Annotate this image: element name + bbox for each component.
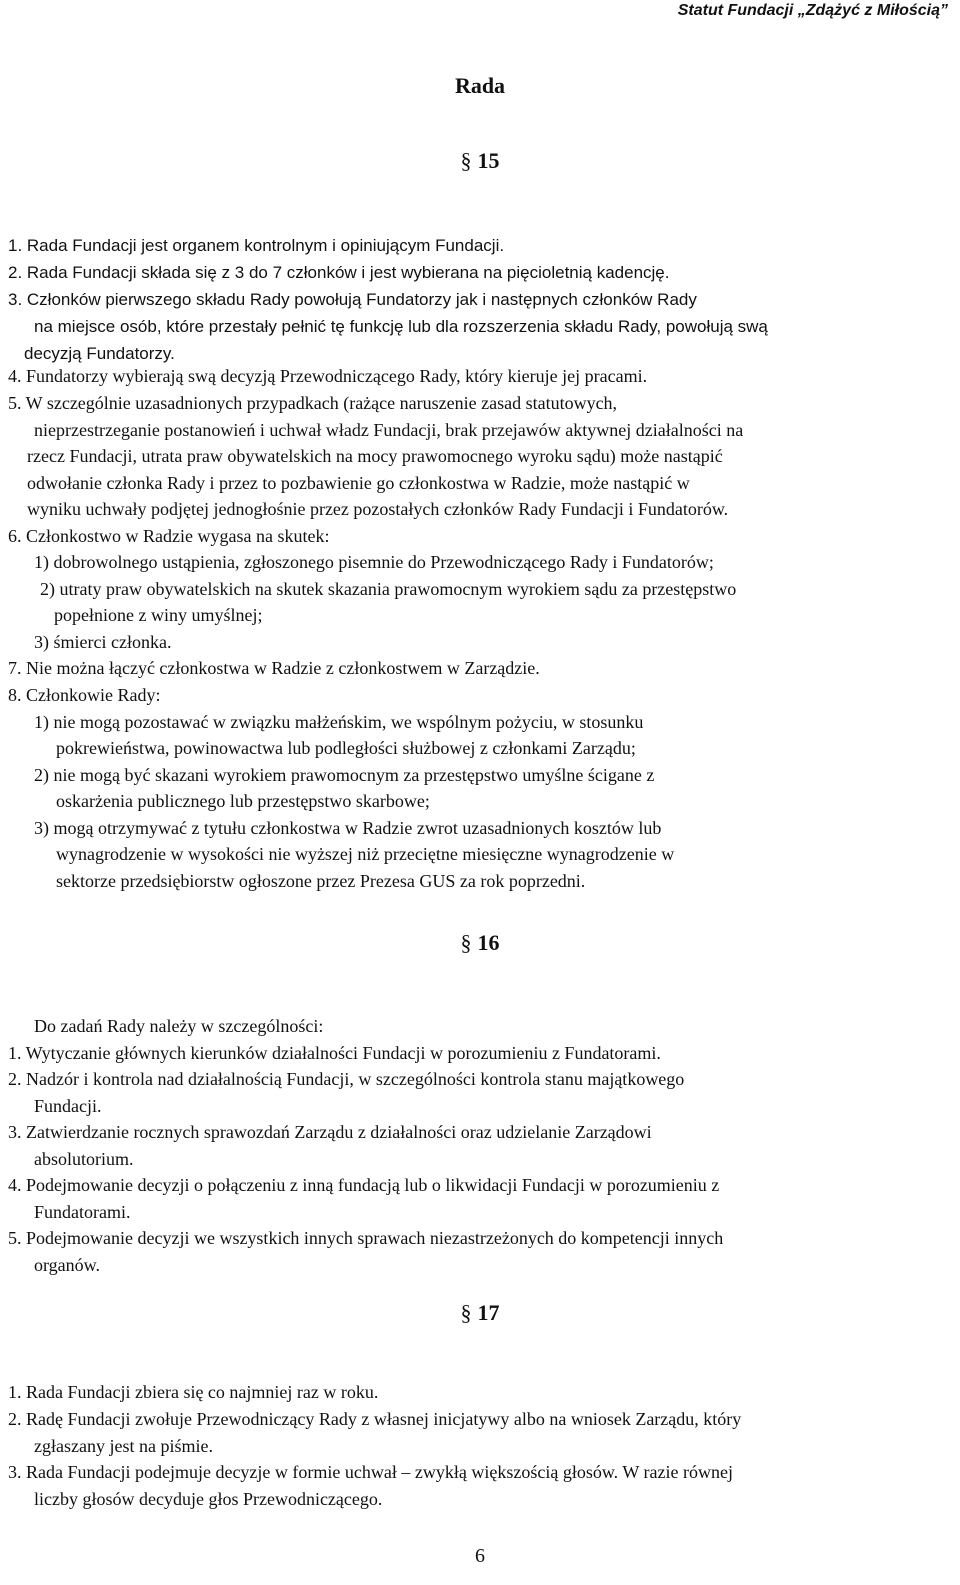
p15-line: 1. Rada Fundacji jest organem kontrolnym i opiniującym Fundacji. <box>8 236 505 255</box>
p15-line: 5. W szczególnie uzasadnionych przypadkach (rażące naruszenie zasad statutowych, <box>8 393 618 413</box>
p16-line: Fundatorami. <box>34 1202 131 1222</box>
p15-line: 3. Członków pierwszego składu Rady powołują Fundatorzy jak i następnych członków Rady <box>8 290 697 309</box>
paragraph-17-heading <box>0 1300 960 1326</box>
p15-line: wynagrodzenie w wysokości nie wyższej niż przeciętne miesięczne wynagrodzenie w <box>56 844 675 864</box>
p15-line: sektorze przedsiębiorstw ogłoszone przez Prezesa GUS za rok poprzedni. <box>56 871 586 891</box>
p17-line: 1. Rada Fundacji zbiera się co najmniej raz w roku. <box>8 1382 379 1402</box>
paragraph-number: 16 <box>477 930 500 955</box>
p17-line: liczby głosów decyduje głos Przewodniczącego. <box>34 1489 383 1509</box>
p15-line: decyzją Fundatorzy. <box>24 344 175 363</box>
p15-line: 3) mogą otrzymywać z tytułu członkostwa w Radzie zwrot uzasadnionych kosztów lub <box>34 818 662 838</box>
p16-line: absolutorium. <box>34 1149 134 1169</box>
p16-line: 1. Wytyczanie głównych kierunków działalności Fundacji w porozumieniu z Fundatorami. <box>8 1043 661 1063</box>
p15-line: popełnione z winy umyślnej; <box>54 605 263 625</box>
paragraph-number: 15 <box>477 148 500 173</box>
section-symbol: § <box>460 930 472 955</box>
paragraph-number: 17 <box>477 1300 500 1325</box>
paragraph-16-heading <box>0 930 960 956</box>
p15-line: wyniku uchwały podjętej jednogłośnie przez pozostałych członków Rady Fundacji i Fundatorów. <box>27 499 729 519</box>
p15-line: 2) nie mogą być skazani wyrokiem prawomocnym za przestępstwo umyślne ścigane z <box>34 765 655 785</box>
p17-line: zgłaszany jest na piśmie. <box>34 1436 213 1456</box>
p17-line: 2. Radę Fundacji zwołuje Przewodniczący Rady z własnej inicjatywy albo na wniosek Zarządu, który <box>8 1409 742 1429</box>
p15-line: pokrewieństwa, powinowactwa lub podległości służbowej z członkami Zarządu; <box>56 738 636 758</box>
p16-line: organów. <box>34 1255 100 1275</box>
p16-line: 5. Podejmowanie decyzji we wszystkich innych sprawach niezastrzeżonych do kompetencji innych <box>8 1228 724 1248</box>
p15-line: 2) utraty praw obywatelskich na skutek skazania prawomocnym wyrokiem sądu za przestępstwo <box>40 579 737 599</box>
p15-line: na miejsce osób, które przestały pełnić tę funkcję lub dla rozszerzenia składu Rady, powołują swą <box>34 317 768 336</box>
p15-line: 2. Rada Fundacji składa się z 3 do 7 członków i jest wybierana na pięcioletnią kadencję. <box>8 263 670 282</box>
running-header: Statut Fundacji „Zdążyć z Miłością” <box>677 2 948 19</box>
section-title: Rada <box>454 73 506 98</box>
p15-line: rzecz Fundacji, utrata praw obywatelskich na mocy prawomocnego wyroku sądu) może nastąpić <box>27 446 723 466</box>
p15-line: 4. Fundatorzy wybierają swą decyzją Przewodniczącego Rady, który kieruje jej pracami. <box>8 366 648 386</box>
paragraph-15-heading <box>0 148 960 174</box>
section-symbol: § <box>460 148 472 173</box>
p15-line: nieprzestrzeganie postanowień i uchwał władz Fundacji, brak przejawów aktywnej działalności na <box>34 420 744 440</box>
p15-line: 6. Członkostwo w Radzie wygasa na skutek: <box>8 526 330 546</box>
p16-line: 3. Zatwierdzanie rocznych sprawozdań Zarządu z działalności oraz udzielanie Zarządowi <box>8 1122 652 1142</box>
section-symbol: § <box>460 1300 472 1325</box>
p17-line: 3. Rada Fundacji podejmuje decyzje w formie uchwał – zwykłą większością głosów. W razie równej <box>8 1462 733 1482</box>
p15-line: oskarżenia publicznego lub przestępstwo skarbowe; <box>56 791 430 811</box>
p15-line: 7. Nie można łączyć członkostwa w Radzie z członkostwem w Zarządzie. <box>8 658 540 678</box>
p15-line: 3) śmierci członka. <box>34 632 172 652</box>
p15-line: 8. Członkowie Rady: <box>8 685 161 705</box>
p16-line: 2. Nadzór i kontrola nad działalnością Fundacji, w szczególności kontrola stanu majątkowego <box>8 1069 685 1089</box>
p15-line: 1) nie mogą pozostawać w związku małżeńskim, we wspólnym pożyciu, w stosunku <box>34 712 644 732</box>
p15-line: odwołanie członka Rady i przez to pozbawienie go członkostwa w Radzie, może nastąpić w <box>27 473 690 493</box>
p15-line: 1) dobrowolnego ustąpienia, zgłoszonego pisemnie do Przewodniczącego Rady i Fundatorów; <box>34 552 714 572</box>
p16-line: Fundacji. <box>34 1096 102 1116</box>
p16-line: 4. Podejmowanie decyzji o połączeniu z inną fundacją lub o likwidacji Fundacji w porozumieniu z <box>8 1175 720 1195</box>
page-number: 6 <box>475 1545 485 1567</box>
p16-line: Do zadań Rady należy w szczególności: <box>34 1016 324 1036</box>
